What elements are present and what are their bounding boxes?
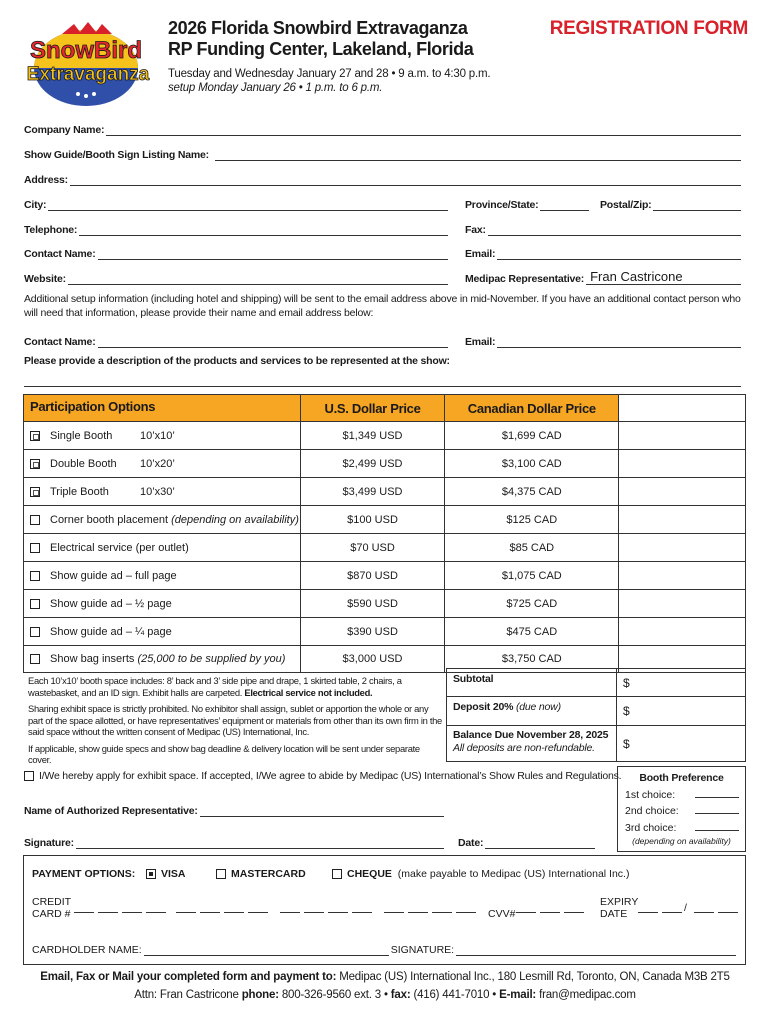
visa-checkbox[interactable] — [146, 869, 156, 879]
amount-cell[interactable] — [619, 534, 746, 561]
card-signature-input[interactable] — [456, 946, 736, 956]
postal-input[interactable] — [653, 201, 741, 211]
amount-cell[interactable] — [619, 562, 746, 589]
card-signature-label: SIGNATURE: — [390, 944, 455, 956]
option-name: Single Booth — [50, 429, 113, 442]
header-options: Participation Options — [24, 395, 301, 421]
email-2-input[interactable] — [497, 338, 741, 348]
cad-price: $125 CAD — [445, 506, 619, 533]
medipac-rep-input[interactable] — [586, 269, 741, 285]
option-note: (25,000 to be supplied by you) — [137, 653, 286, 665]
contact-name-2-label: Contact Name: — [24, 336, 96, 348]
option-cell — [24, 506, 301, 533]
triple-booth-checkbox[interactable] — [30, 487, 40, 497]
cad-price: $475 CAD — [445, 618, 619, 645]
cheque-option[interactable]: CHEQUE (make payable to Medipac (US) International Inc.) — [332, 868, 629, 880]
province-label: Province/State: — [465, 199, 539, 211]
apply-agreement — [24, 770, 621, 782]
booth-pref-title: Booth Preference — [639, 772, 724, 784]
table-row — [23, 533, 746, 561]
province-input[interactable] — [540, 201, 589, 211]
option-name: Electrical service (per outlet) — [50, 541, 189, 554]
amount-cell[interactable] — [619, 506, 746, 533]
usd-price: $590 USD — [301, 590, 446, 617]
footer — [0, 968, 770, 1004]
usd-price: $3,000 USD — [301, 646, 446, 672]
apply-text: I/We hereby apply for exhibit space. If accepted, I/We agree to abide by Medipac (US) International’s Show Rules and Regulations. — [39, 770, 622, 782]
signature-field[interactable] — [24, 835, 444, 849]
email-input[interactable] — [497, 250, 741, 260]
ad-quarter-page-checkbox[interactable] — [30, 627, 40, 637]
option-cell — [24, 450, 301, 477]
date-input[interactable] — [485, 839, 595, 849]
option-size: 10’x20’ — [140, 457, 175, 470]
footer-email-link[interactable]: fran@medipac.com — [539, 989, 636, 1001]
logo-text-2: Extravaganza — [26, 64, 150, 85]
contact-name-field[interactable] — [24, 246, 448, 260]
contact-name-label: Contact Name: — [24, 248, 96, 260]
authorized-rep-input[interactable] — [200, 807, 444, 817]
fax-input[interactable] — [488, 226, 741, 236]
option-cell — [24, 646, 301, 672]
third-choice[interactable]: 3rd choice: — [624, 820, 739, 837]
footer-line-2: Attn: Fran Castricone phone: 800-326-9560 ext. 3 • fax: (416) 441-7010 • E-mail: fran@medipac.com — [134, 989, 636, 1001]
table-row — [23, 449, 746, 477]
email-2-label: Email: — [465, 336, 496, 348]
option-name: Show bag inserts — [50, 653, 135, 665]
expiry-label: EXPIRY DATE — [600, 896, 639, 920]
credit-card-label: CREDIT CARD # — [32, 896, 72, 920]
header-usd: U.S. Dollar Price — [301, 395, 446, 421]
show-guide-input[interactable] — [215, 151, 741, 161]
card-digits-3[interactable] — [280, 912, 372, 913]
balance-label: Balance Due November 28, 2025 All deposits are non-refundable. — [447, 726, 617, 761]
cardholder-input[interactable] — [144, 946, 389, 956]
card-digits-2[interactable] — [176, 912, 268, 913]
medipac-rep-value: Fran Castricone — [590, 269, 683, 284]
deposit-value[interactable]: $ — [623, 704, 630, 718]
payment-box — [23, 855, 746, 965]
telephone-label: Telephone: — [24, 224, 78, 236]
cardholder-label: CARDHOLDER NAME: — [32, 944, 142, 956]
telephone-field[interactable] — [24, 222, 448, 236]
dates-line-1: Tuesday and Wednesday January 27 and 28 • 9 a.m. to 4:30 p.m. — [168, 68, 491, 80]
contact-name-2-field[interactable] — [24, 334, 448, 348]
bag-inserts-checkbox[interactable] — [30, 654, 40, 664]
registration-form-label: REGISTRATION FORM — [549, 18, 748, 39]
header-blank — [619, 395, 746, 421]
agree-checkbox[interactable] — [24, 771, 34, 781]
show-guide-label: Show Guide/Booth Sign Listing Name: — [24, 149, 209, 161]
option-size: 10’x10’ — [140, 429, 175, 442]
ad-half-page-checkbox[interactable] — [30, 599, 40, 609]
deposit-row — [446, 697, 746, 726]
dates-line-2: setup Monday January 26 • 1 p.m. to 6 p.m. — [168, 82, 383, 94]
province-field[interactable] — [465, 197, 589, 211]
amount-cell[interactable] — [619, 422, 746, 449]
usd-price: $1,349 USD — [301, 422, 446, 449]
cardholder-row — [32, 944, 738, 956]
usd-price: $100 USD — [301, 506, 446, 533]
medipac-rep-field[interactable] — [465, 271, 741, 285]
table-row — [23, 477, 746, 505]
subtotal-value[interactable]: $ — [623, 675, 630, 690]
option-cell — [24, 478, 301, 505]
website-field[interactable] — [24, 271, 448, 285]
event-dates — [168, 67, 490, 95]
option-cell — [24, 590, 301, 617]
totals-box — [446, 668, 746, 762]
title-line-1: 2026 Florida Snowbird Extravaganza — [168, 18, 468, 38]
products-prompt: Please provide a description of the products and services to be represented at the show: — [24, 355, 450, 367]
authorized-rep-label: Name of Authorized Representative: — [24, 805, 198, 817]
cad-price: $725 CAD — [445, 590, 619, 617]
second-choice[interactable]: 2nd choice: — [624, 803, 739, 820]
ad-full-page-checkbox[interactable] — [30, 571, 40, 581]
balance-value[interactable]: $ — [623, 736, 630, 751]
subtotal-row — [446, 668, 746, 697]
deposit-label: Deposit 20% (due now) — [447, 697, 617, 725]
mastercard-checkbox[interactable] — [216, 869, 226, 879]
subtotal-label: Subtotal — [447, 669, 617, 696]
visa-option[interactable]: VISA — [146, 868, 186, 880]
cheque-checkbox[interactable] — [332, 869, 342, 879]
amount-cell[interactable] — [619, 618, 746, 645]
option-name: Corner booth placement — [50, 513, 169, 526]
option-size: 10’x30’ — [140, 485, 175, 498]
city-field[interactable] — [24, 197, 448, 211]
table-row — [23, 505, 746, 533]
page-title — [168, 18, 473, 60]
usd-price: $390 USD — [301, 618, 446, 645]
booth-preference-box — [617, 766, 746, 852]
address-label: Address: — [24, 174, 68, 186]
option-name: Double Booth — [50, 457, 117, 470]
option-cell — [24, 422, 301, 449]
usd-price: $870 USD — [301, 562, 446, 589]
table-row — [23, 617, 746, 645]
title-line-2: RP Funding Center, Lakeland, Florida — [168, 39, 474, 59]
amount-cell[interactable] — [619, 590, 746, 617]
date-field[interactable] — [458, 835, 595, 849]
signature-input[interactable] — [76, 839, 444, 849]
payment-options-label: PAYMENT OPTIONS: — [32, 868, 136, 880]
email-label: Email: — [465, 248, 496, 260]
usd-price: $70 USD — [301, 534, 446, 561]
cad-price: $1,075 CAD — [445, 562, 619, 589]
option-cell — [24, 562, 301, 589]
fine-print-3: If applicable, show guide specs and show bag deadline & delivery location will be sent under separate cover. — [28, 742, 420, 765]
booth-pref-note: (depending on availability) — [632, 836, 731, 846]
expiry-slash: / — [684, 902, 687, 914]
amount-cell[interactable] — [619, 450, 746, 477]
card-digits-4[interactable] — [384, 912, 476, 913]
email-field[interactable] — [465, 246, 741, 260]
usd-price: $2,499 USD — [301, 450, 446, 477]
logo-text-1: SnowBird — [30, 37, 142, 64]
participation-table — [23, 394, 746, 673]
table-row — [23, 421, 746, 449]
mastercard-option[interactable]: MASTERCARD — [216, 868, 306, 880]
single-booth-checkbox[interactable] — [30, 431, 40, 441]
table-row — [23, 589, 746, 617]
city-input[interactable] — [48, 201, 448, 211]
fax-label: Fax: — [465, 224, 486, 236]
table-header — [23, 394, 746, 421]
contact-name-input[interactable] — [98, 250, 449, 260]
fine-print-1: Each 10’x10’ booth space includes: 8’ back and 3’ side pipe and drape, 1 skirted table, 2 chairs, a wastebasket, and an ID sign. Exhibit halls are carpeted. Electrical service not included. — [28, 675, 402, 698]
electrical-checkbox[interactable] — [30, 543, 40, 553]
double-booth-checkbox[interactable] — [30, 459, 40, 469]
snowbird-logo — [22, 18, 154, 110]
balance-row — [446, 726, 746, 762]
table-row — [23, 561, 746, 589]
footer-line-1: Email, Fax or Mail your completed form and payment to: Medipac (US) International Inc., 180 Lesmill Rd, Toronto, ON, Canada M3B 2T5 — [40, 971, 730, 983]
fine-print-2: Sharing exhibit space is strictly prohibited. No exhibitor shall assign, sublet or apportion the whole or any part of the space allotted, or have representatives’ equipment or materials from other than its own firm in the said space without the written consent of Medipac (US) International, Inc. — [28, 703, 442, 737]
address-field[interactable] — [24, 172, 741, 186]
company-name-field[interactable] — [24, 122, 741, 136]
signature-label: Signature: — [24, 837, 74, 849]
corner-booth-checkbox[interactable] — [30, 515, 40, 525]
city-label: City: — [24, 199, 47, 211]
website-label: Website: — [24, 273, 66, 285]
postal-label: Postal/Zip: — [600, 199, 652, 211]
option-cell — [24, 618, 301, 645]
option-cell — [24, 534, 301, 561]
cad-price: $3,750 CAD — [445, 646, 619, 672]
option-name: Show guide ad – ½ page — [50, 597, 172, 610]
cad-price: $1,699 CAD — [445, 422, 619, 449]
address-input[interactable] — [70, 176, 741, 186]
option-note: (depending on availability) — [171, 513, 299, 526]
fax-field[interactable] — [465, 222, 741, 236]
cad-price: $3,100 CAD — [445, 450, 619, 477]
telephone-input[interactable] — [79, 226, 448, 236]
first-choice[interactable]: 1st choice: — [624, 787, 739, 804]
medipac-rep-label: Medipac Representative: — [465, 273, 585, 285]
cad-price: $4,375 CAD — [445, 478, 619, 505]
card-digits-1[interactable] — [74, 912, 166, 913]
fine-print — [28, 675, 444, 771]
company-name-input[interactable] — [106, 126, 741, 136]
company-name-label: Company Name: — [24, 124, 105, 136]
postal-field[interactable] — [600, 197, 741, 211]
usd-price: $3,499 USD — [301, 478, 446, 505]
option-name: Show guide ad – ¼ page — [50, 625, 172, 638]
cvv-digits[interactable] — [516, 912, 584, 913]
header-cad: Canadian Dollar Price — [445, 395, 619, 421]
email-2-field[interactable] — [465, 334, 741, 348]
amount-cell[interactable] — [619, 478, 746, 505]
website-input[interactable] — [68, 275, 448, 285]
contact-name-2-input[interactable] — [98, 338, 449, 348]
cvv-field[interactable]: CVV# — [488, 908, 516, 920]
show-guide-field[interactable] — [24, 147, 741, 161]
option-name: Triple Booth — [50, 485, 109, 498]
cad-price: $85 CAD — [445, 534, 619, 561]
date-label: Date: — [458, 837, 484, 849]
products-input-line[interactable] — [24, 386, 741, 387]
authorized-rep-field[interactable] — [24, 803, 444, 817]
option-name: Show guide ad – full page — [50, 569, 177, 582]
expiry-year[interactable] — [694, 912, 738, 913]
expiry-month[interactable] — [638, 912, 682, 913]
setup-info-note: Additional setup information (including hotel and shipping) will be sent to the email address above in mid-November. If you have an additional contact person who will need that information, please provide their name and email address below: — [24, 293, 741, 319]
